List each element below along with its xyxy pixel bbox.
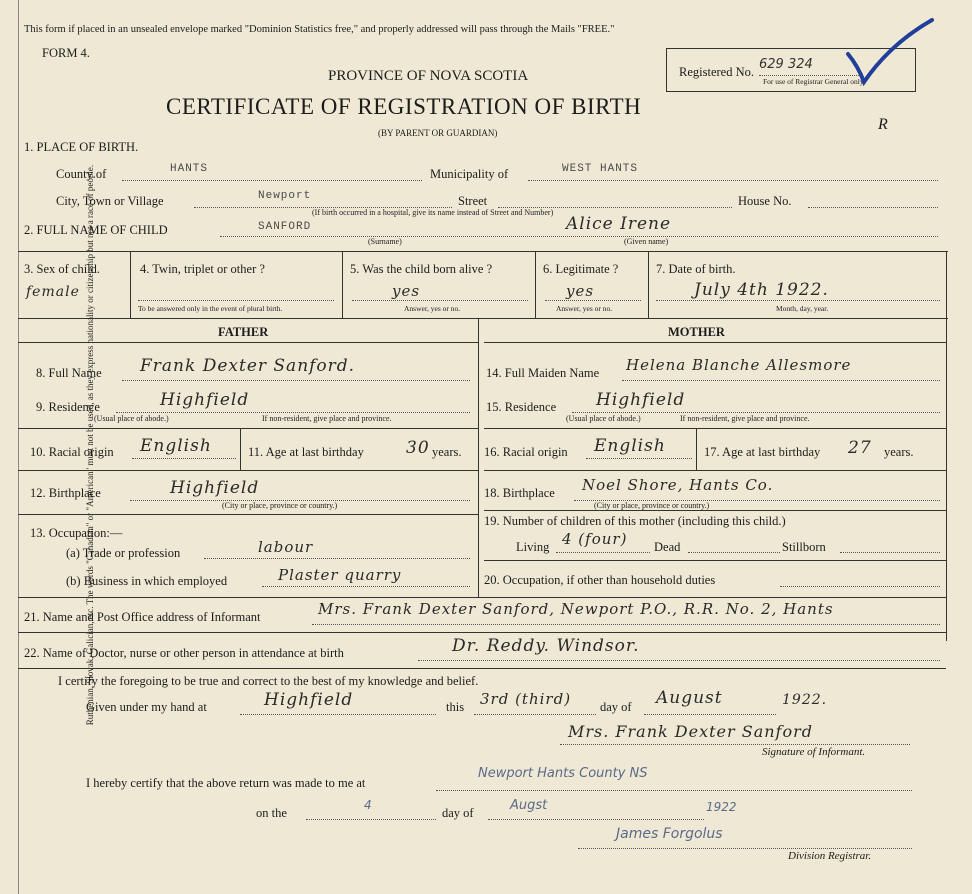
surname-caption: (Surname) xyxy=(368,237,402,246)
father-name-value: Frank Dexter Sanford. xyxy=(140,356,356,376)
father-heading: FATHER xyxy=(218,325,269,339)
registrar-place-value: Newport Hants County NS xyxy=(478,766,648,781)
mother-residence-label: 15. Residence xyxy=(486,400,557,414)
municipality-value: WEST HANTS xyxy=(562,163,639,175)
born-alive-value: yes xyxy=(392,282,421,300)
father-occupation-label: 13. Occupation:— xyxy=(30,526,123,540)
parents-divider xyxy=(478,318,479,597)
father-residence-value: Highfield xyxy=(160,390,250,410)
given-name-caption: (Given name) xyxy=(624,237,669,246)
registered-label: Registered No. xyxy=(679,65,754,79)
attendant-label: 22. Name of Doctor, nurse or other person in attendance at birth xyxy=(24,646,344,660)
registrar-signature: James Forgolus xyxy=(616,826,723,842)
legitimate-label: 6. Legitimate ? xyxy=(543,262,619,276)
hospital-note: (If birth occurred in a hospital, give its name instead of Street and Number) xyxy=(312,208,554,217)
sex-value: female xyxy=(26,284,80,300)
mother-occupation-label: 20. Occupation, if other than household duties xyxy=(484,573,716,587)
dead-label: Dead xyxy=(654,540,681,554)
top-note: This form if placed in an unsealed envelope marked "Dominion Statistics free," and properly addressed will pass through the Mails "FREE." xyxy=(24,24,615,35)
on-the-label: on the xyxy=(256,806,287,820)
mother-children-label: 19. Number of children of this mother (including this child.) xyxy=(484,514,786,528)
legitimate-value: yes xyxy=(566,282,595,300)
full-name-label: 2. FULL NAME OF CHILD xyxy=(24,223,168,237)
given-year-value: 1922. xyxy=(782,692,828,708)
registrar-caption: Division Registrar. xyxy=(788,850,872,862)
stillborn-label: Stillborn xyxy=(782,540,826,554)
registrar-day-of-label: day of xyxy=(442,806,474,820)
sex-label: 3. Sex of child. xyxy=(24,262,101,276)
mother-residence-note-2: If non-resident, give place and province. xyxy=(680,414,810,423)
mother-birthplace-note: (City or place, province or country.) xyxy=(594,501,710,510)
mother-age-label: 17. Age at last birthday xyxy=(704,445,821,459)
mother-heading: MOTHER xyxy=(668,325,725,339)
city-value: Newport xyxy=(258,190,312,202)
father-years-label: years. xyxy=(432,445,462,459)
father-birthplace-value: Highfield xyxy=(170,478,260,498)
date-of-birth-label: 7. Date of birth. xyxy=(656,262,736,276)
father-business-label: (b) Business in which employed xyxy=(66,574,228,588)
registered-note: For use of Registrar General only. xyxy=(763,77,865,86)
father-residence-note: (Usual place of abode.) xyxy=(94,414,169,423)
municipality-label: Municipality of xyxy=(430,167,509,181)
house-no-label: House No. xyxy=(738,194,792,208)
mother-years-label: years. xyxy=(884,445,914,459)
date-of-birth-note: Month, day, year. xyxy=(776,304,829,313)
county-label: County of xyxy=(56,167,107,181)
mother-name-value: Helena Blanche Allesmore xyxy=(626,356,852,374)
attendant-value: Dr. Reddy. Windsor. xyxy=(452,636,640,656)
father-age-label: 11. Age at last birthday xyxy=(248,445,364,459)
mother-residence-value: Highfield xyxy=(596,390,686,410)
form-number: FORM 4. xyxy=(42,46,90,60)
mother-birthplace-label: 18. Birthplace xyxy=(484,486,555,500)
father-business-value: Plaster quarry xyxy=(278,566,402,584)
corner-mark: R xyxy=(878,116,888,133)
mother-racial-value: English xyxy=(594,436,666,456)
registrar-day-value: 4 xyxy=(364,798,372,812)
given-month-value: August xyxy=(656,688,723,708)
day-of-label: day of xyxy=(600,700,632,714)
informant-signature: Mrs. Frank Dexter Sanford xyxy=(568,722,813,741)
father-birthplace-note: (City or place, province or country.) xyxy=(222,501,338,510)
twin-label: 4. Twin, triplet or other ? xyxy=(140,262,265,276)
city-label: City, Town or Village xyxy=(56,194,164,208)
county-value: HANTS xyxy=(170,163,209,175)
born-alive-note: Answer, yes or no. xyxy=(404,304,461,313)
father-racial-label: 10. Racial origin xyxy=(30,445,114,459)
mother-racial-label: 16. Racial origin xyxy=(484,445,568,459)
date-of-birth-value: July 4th 1922. xyxy=(694,280,829,300)
registered-number: 629 324 xyxy=(759,57,813,72)
living-label: Living xyxy=(516,540,550,554)
this-label: this xyxy=(446,700,465,714)
given-day-value: 3rd (third) xyxy=(480,690,572,708)
father-racial-value: English xyxy=(140,436,212,456)
given-place-value: Highfield xyxy=(264,690,354,710)
father-residence-label: 9. Residence xyxy=(36,400,100,414)
father-birthplace-label: 12. Birthplace xyxy=(30,486,101,500)
given-under-label: Given under my hand at xyxy=(86,700,207,714)
living-value: 4 (four) xyxy=(562,530,628,548)
informant-label: 21. Name and Post Office address of Informant xyxy=(24,610,261,624)
side-note: Ruthenian, Slovak, Galician, etc. The words "Canadian" or "American" must not be used, as they express nationality or citizenship but not a race of people. xyxy=(85,164,95,726)
father-trade-label: (a) Trade or profession xyxy=(66,546,181,560)
registrar-statement: I hereby certify that the above return was made to me at xyxy=(86,776,366,790)
mother-residence-note: (Usual place of abode.) xyxy=(566,414,641,423)
mother-birthplace-value: Noel Shore, Hants Co. xyxy=(582,476,774,494)
father-trade-value: labour xyxy=(258,538,314,556)
father-name-label: 8. Full Name xyxy=(36,366,102,380)
mother-name-label: 14. Full Maiden Name xyxy=(486,366,600,380)
page-subtitle: (BY PARENT OR GUARDIAN) xyxy=(378,128,498,138)
registrar-month-value: Augst xyxy=(510,798,548,813)
father-age-value: 30 xyxy=(406,438,430,458)
street-label: Street xyxy=(458,194,488,208)
child-surname: SANFORD xyxy=(258,221,312,233)
check-mark-icon xyxy=(840,14,940,94)
signature-caption: Signature of Informant. xyxy=(762,746,866,758)
registrar-year-value: 1922 xyxy=(706,800,737,814)
mother-age-value: 27 xyxy=(848,438,872,458)
father-residence-note-2: If non-resident, give place and province. xyxy=(262,414,392,423)
page-title: CERTIFICATE OF REGISTRATION OF BIRTH xyxy=(166,94,642,119)
side-rule xyxy=(18,0,19,894)
informant-value: Mrs. Frank Dexter Sanford, Newport P.O., R.R. No. 2, Hants xyxy=(318,600,834,618)
place-of-birth-label: 1. PLACE OF BIRTH. xyxy=(24,140,139,154)
legitimate-note: Answer, yes or no. xyxy=(556,304,613,313)
certification-statement: I certify the foregoing to be true and correct to the best of my knowledge and belief. xyxy=(58,674,479,688)
child-given-name: Alice Irene xyxy=(566,214,672,234)
born-alive-label: 5. Was the child born alive ? xyxy=(350,262,493,276)
twin-note: To be answered only in the event of plural birth. xyxy=(138,304,283,313)
province-heading: PROVINCE OF NOVA SCOTIA xyxy=(328,68,529,84)
